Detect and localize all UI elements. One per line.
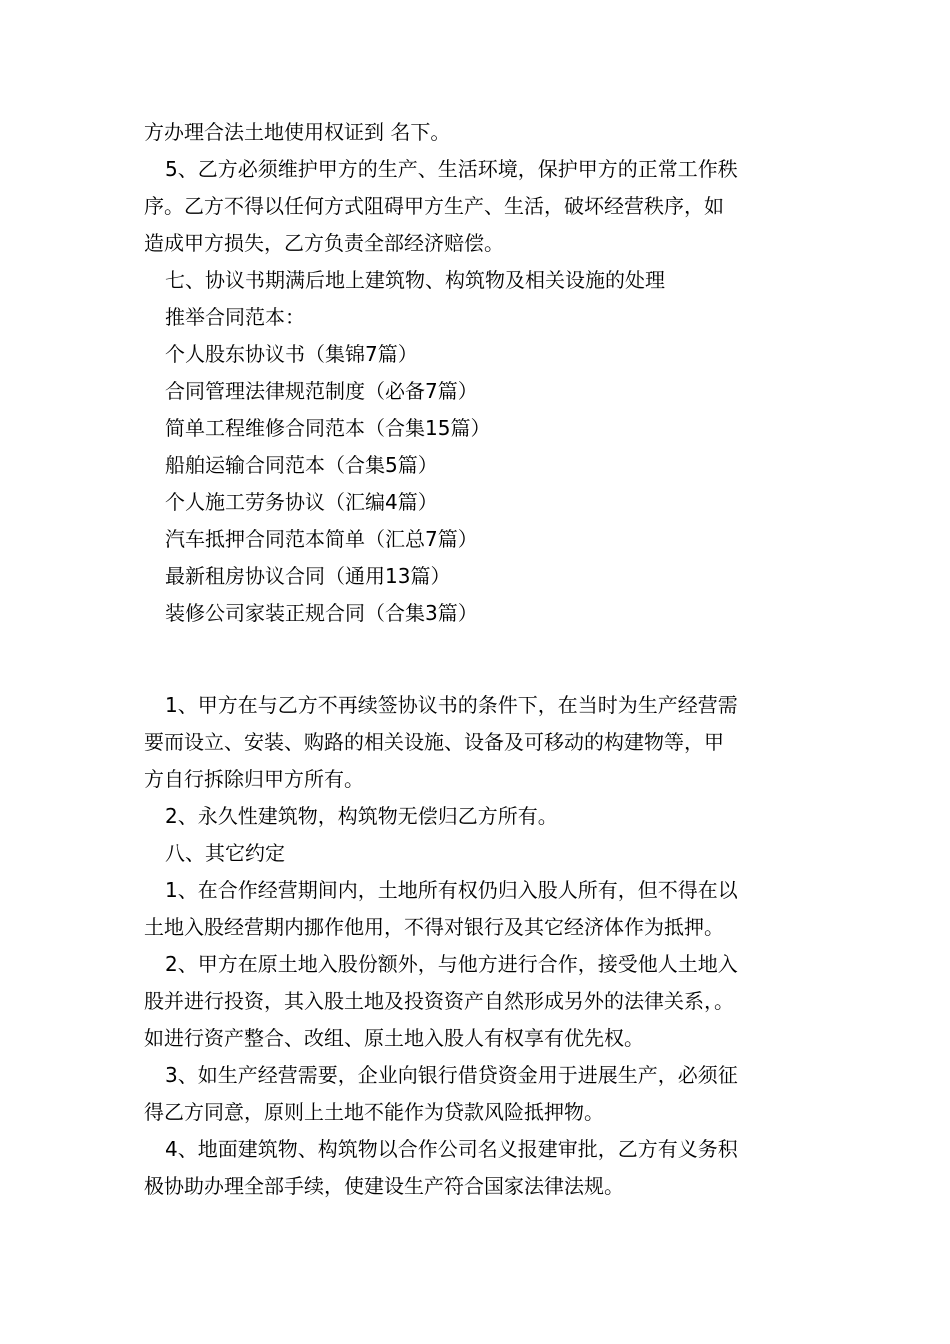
paragraph-line: 方办理合法土地使用权证到 名下。	[144, 120, 451, 144]
paragraph-line: 得乙方同意，原则上土地不能作为贷款风险抵押物。	[144, 1100, 604, 1124]
document-body	[144, 114, 816, 1205]
paragraph-line: 3、如生产经营需要，企业向银行借贷资金用于进展生产，必须征	[165, 1063, 738, 1087]
recommend-heading: 推举合同范本：	[165, 305, 305, 329]
paragraph-line: 极协助办理全部手续，使建设生产符合国家法律法规。	[144, 1174, 624, 1198]
paragraph-line: 序。乙方不得以任何方式阻碍甲方生产、生活，破坏经营秩序，如	[144, 194, 724, 218]
recommend-item: 合同管理法律规范制度（必备7篇）	[165, 379, 478, 403]
paragraph-line: 土地入股经营期内挪作他用，不得对银行及其它经济体作为抵押。	[144, 915, 724, 939]
paragraph-line: 4、地面建筑物、构筑物以合作公司名义报建审批，乙方有义务积	[165, 1137, 738, 1161]
recommend-item: 汽车抵押合同范本简单（汇总7篇）	[165, 527, 478, 551]
paragraph-line: 方自行拆除归甲方所有。	[144, 767, 364, 791]
recommend-item: 最新租房协议合同（通用13篇）	[165, 564, 451, 588]
paragraph-line: 造成甲方损失，乙方负责全部经济赔偿。	[144, 231, 504, 255]
recommend-item: 船舶运输合同范本（合集5篇）	[165, 453, 438, 477]
paragraph-line: 1、甲方在与乙方不再续签协议书的条件下，在当时为生产经营需	[165, 693, 738, 717]
recommend-item: 装修公司家装正规合同（合集3篇）	[165, 601, 478, 625]
paragraph-line: 如进行资产整合、改组、原土地入股人有权享有优先权。	[144, 1026, 644, 1050]
recommend-item: 个人股东协议书（集锦7篇）	[165, 342, 418, 366]
recommend-item: 简单工程维修合同范本（合集15篇）	[165, 416, 491, 440]
paragraph-gap	[144, 632, 816, 687]
section-heading: 七、协议书期满后地上建筑物、构筑物及相关设施的处理	[165, 268, 665, 292]
paragraph-line: 要而设立、安装、购路的相关设施、设备及可移动的构建物等，甲	[144, 730, 724, 754]
paragraph-line: 2、永久性建筑物，构筑物无偿归乙方所有。	[165, 804, 558, 828]
paragraph-line: 2、甲方在原土地入股份额外，与他方进行合作，接受他人土地入	[165, 952, 738, 976]
paragraph-line: 5、乙方必须维护甲方的生产、生活环境，保护甲方的正常工作秩	[165, 157, 738, 181]
paragraph-line: 股并进行投资，其入股土地及投资资产自然形成另外的法律关系，。	[144, 989, 734, 1013]
recommend-item: 个人施工劳务协议（汇编4篇）	[165, 490, 438, 514]
section-heading: 八、其它约定	[165, 841, 285, 865]
paragraph-line: 1、在合作经营期间内，土地所有权仍归入股人所有，但不得在以	[165, 878, 738, 902]
